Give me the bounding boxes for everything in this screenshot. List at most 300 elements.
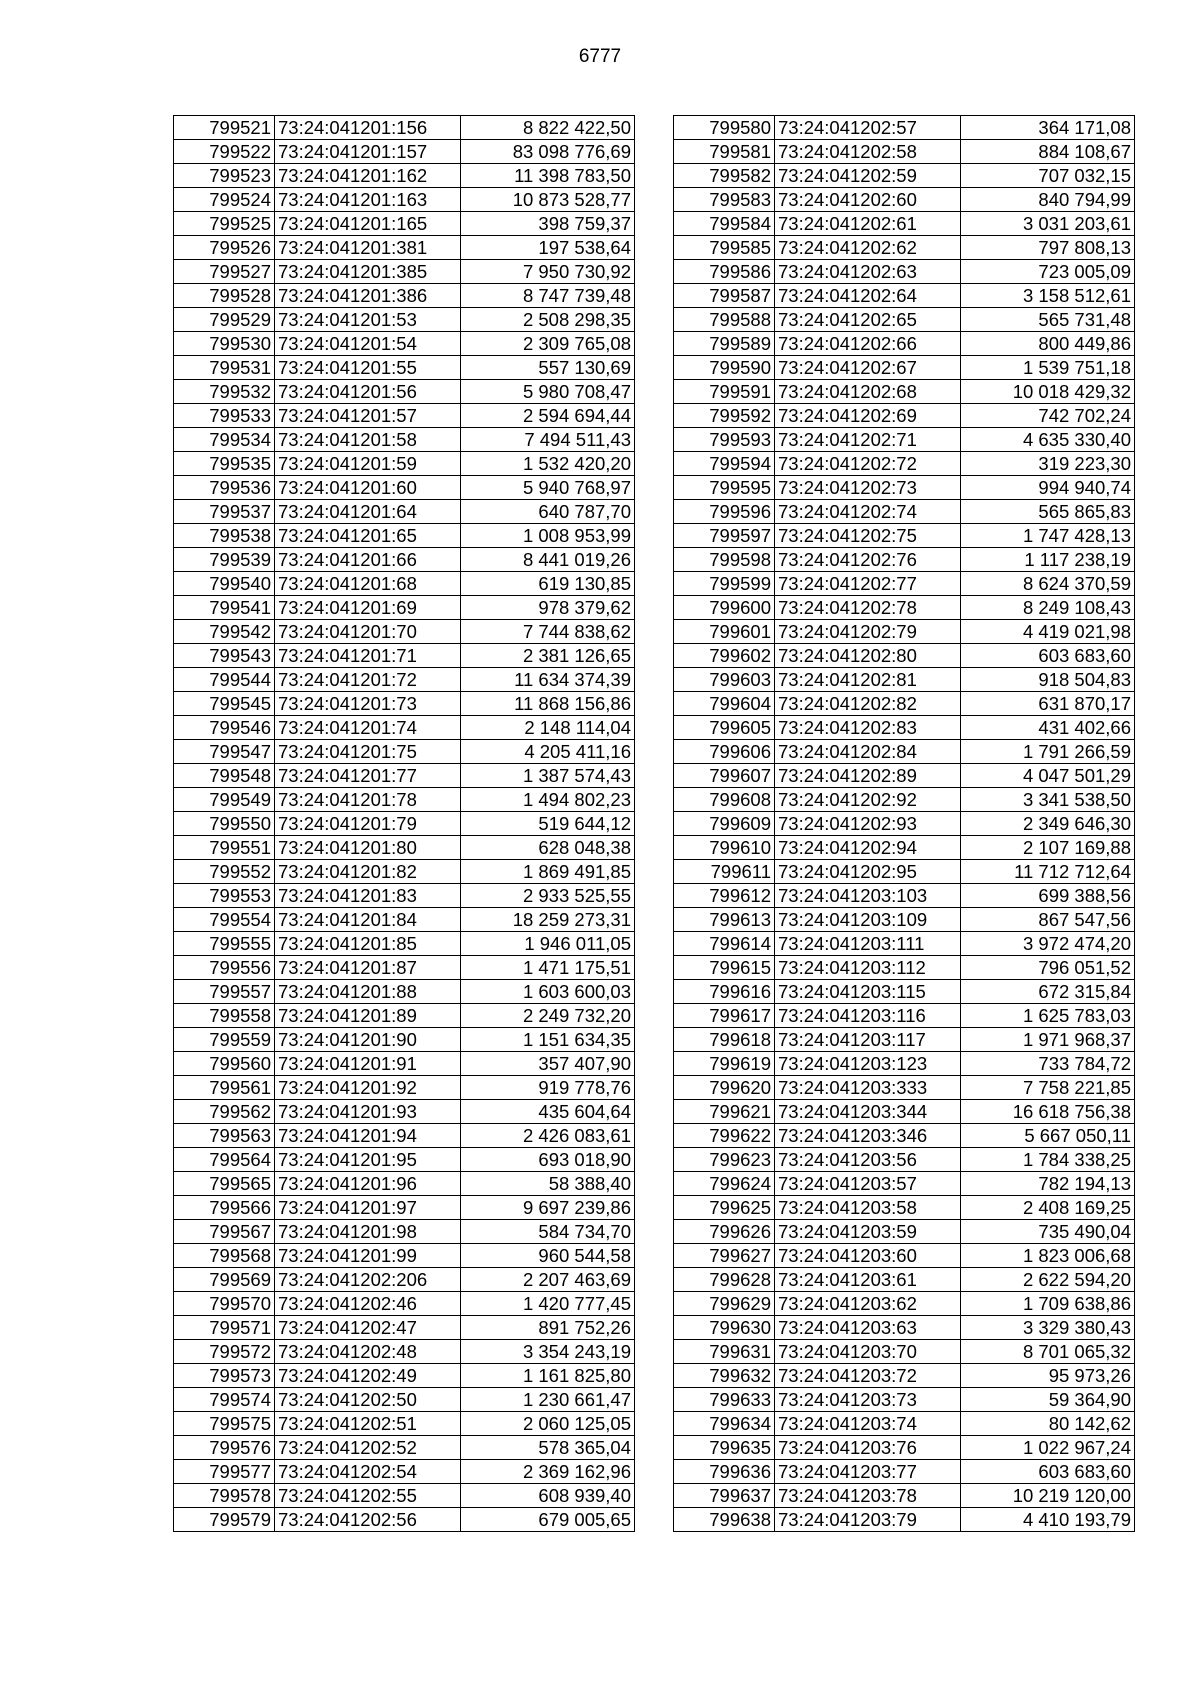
cadastral-number-cell: 73:24:041202:77 bbox=[775, 572, 961, 596]
row-number-cell: 799603 bbox=[674, 668, 775, 692]
value-cell: 11 712 712,64 bbox=[961, 860, 1135, 884]
row-number-cell: 799524 bbox=[174, 188, 275, 212]
row-number-cell: 799587 bbox=[674, 284, 775, 308]
table-row bbox=[674, 620, 1135, 644]
table-row bbox=[174, 1148, 635, 1172]
cadastral-number-cell: 73:24:041202:46 bbox=[275, 1292, 461, 1316]
value-cell: 435 604,64 bbox=[461, 1100, 635, 1124]
cadastral-number-cell: 73:24:041202:92 bbox=[775, 788, 961, 812]
table-row bbox=[674, 572, 1135, 596]
table-row bbox=[174, 1484, 635, 1508]
cadastral-number-cell: 73:24:041203:123 bbox=[775, 1052, 961, 1076]
table-row bbox=[674, 716, 1135, 740]
row-number-cell: 799623 bbox=[674, 1148, 775, 1172]
cadastral-number-cell: 73:24:041203:63 bbox=[775, 1316, 961, 1340]
value-cell: 58 388,40 bbox=[461, 1172, 635, 1196]
cadastral-number-cell: 73:24:041202:61 bbox=[775, 212, 961, 236]
table-row bbox=[674, 284, 1135, 308]
value-cell: 7 950 730,92 bbox=[461, 260, 635, 284]
table-row bbox=[174, 1052, 635, 1076]
value-cell: 723 005,09 bbox=[961, 260, 1135, 284]
table-row bbox=[674, 1028, 1135, 1052]
table-row bbox=[174, 1100, 635, 1124]
table-row bbox=[674, 524, 1135, 548]
value-cell: 960 544,58 bbox=[461, 1244, 635, 1268]
cadastral-number-cell: 73:24:041202:64 bbox=[775, 284, 961, 308]
table-row bbox=[674, 1388, 1135, 1412]
table-row bbox=[174, 1316, 635, 1340]
row-number-cell: 799569 bbox=[174, 1268, 275, 1292]
row-number-cell: 799593 bbox=[674, 428, 775, 452]
cadastral-number-cell: 73:24:041201:98 bbox=[275, 1220, 461, 1244]
value-cell: 628 048,38 bbox=[461, 836, 635, 860]
row-number-cell: 799536 bbox=[174, 476, 275, 500]
cadastral-number-cell: 73:24:041203:57 bbox=[775, 1172, 961, 1196]
value-cell: 1 709 638,86 bbox=[961, 1292, 1135, 1316]
value-cell: 707 032,15 bbox=[961, 164, 1135, 188]
row-number-cell: 799604 bbox=[674, 692, 775, 716]
value-cell: 364 171,08 bbox=[961, 116, 1135, 140]
table-row bbox=[674, 1148, 1135, 1172]
row-number-cell: 799560 bbox=[174, 1052, 275, 1076]
row-number-cell: 799535 bbox=[174, 452, 275, 476]
value-cell: 1 603 600,03 bbox=[461, 980, 635, 1004]
value-cell: 631 870,17 bbox=[961, 692, 1135, 716]
table-body bbox=[174, 116, 635, 1532]
row-number-cell: 799568 bbox=[174, 1244, 275, 1268]
cadastral-number-cell: 73:24:041201:162 bbox=[275, 164, 461, 188]
row-number-cell: 799538 bbox=[174, 524, 275, 548]
cadastral-number-cell: 73:24:041202:83 bbox=[775, 716, 961, 740]
table-row bbox=[174, 596, 635, 620]
row-number-cell: 799637 bbox=[674, 1484, 775, 1508]
value-cell: 7 494 511,43 bbox=[461, 428, 635, 452]
cadastral-number-cell: 73:24:041201:54 bbox=[275, 332, 461, 356]
value-cell: 5 940 768,97 bbox=[461, 476, 635, 500]
row-number-cell: 799622 bbox=[674, 1124, 775, 1148]
row-number-cell: 799572 bbox=[174, 1340, 275, 1364]
table-row bbox=[674, 332, 1135, 356]
value-cell: 1 747 428,13 bbox=[961, 524, 1135, 548]
value-cell: 16 618 756,38 bbox=[961, 1100, 1135, 1124]
row-number-cell: 799607 bbox=[674, 764, 775, 788]
table-row bbox=[174, 188, 635, 212]
cadastral-number-cell: 73:24:041201:92 bbox=[275, 1076, 461, 1100]
cadastral-number-cell: 73:24:041201:77 bbox=[275, 764, 461, 788]
value-cell: 742 702,24 bbox=[961, 404, 1135, 428]
value-cell: 80 142,62 bbox=[961, 1412, 1135, 1436]
table-row bbox=[174, 164, 635, 188]
value-cell: 978 379,62 bbox=[461, 596, 635, 620]
value-cell: 1 823 006,68 bbox=[961, 1244, 1135, 1268]
value-cell: 11 868 156,86 bbox=[461, 692, 635, 716]
table-row bbox=[674, 836, 1135, 860]
table-row bbox=[674, 1124, 1135, 1148]
value-cell: 398 759,37 bbox=[461, 212, 635, 236]
table-row bbox=[174, 1436, 635, 1460]
cadastral-number-cell: 73:24:041201:79 bbox=[275, 812, 461, 836]
value-cell: 1 387 574,43 bbox=[461, 764, 635, 788]
value-cell: 5 667 050,11 bbox=[961, 1124, 1135, 1148]
row-number-cell: 799570 bbox=[174, 1292, 275, 1316]
table-row bbox=[174, 860, 635, 884]
value-cell: 884 108,67 bbox=[961, 140, 1135, 164]
value-cell: 8 624 370,59 bbox=[961, 572, 1135, 596]
row-number-cell: 799636 bbox=[674, 1460, 775, 1484]
row-number-cell: 799596 bbox=[674, 500, 775, 524]
cadastral-number-cell: 73:24:041201:90 bbox=[275, 1028, 461, 1052]
value-cell: 7 744 838,62 bbox=[461, 620, 635, 644]
row-number-cell: 799565 bbox=[174, 1172, 275, 1196]
value-cell: 565 865,83 bbox=[961, 500, 1135, 524]
cadastral-number-cell: 73:24:041202:54 bbox=[275, 1460, 461, 1484]
table-row bbox=[674, 740, 1135, 764]
value-cell: 2 508 298,35 bbox=[461, 308, 635, 332]
cadastral-number-cell: 73:24:041202:55 bbox=[275, 1484, 461, 1508]
value-cell: 2 369 162,96 bbox=[461, 1460, 635, 1484]
cadastral-number-cell: 73:24:041201:78 bbox=[275, 788, 461, 812]
row-number-cell: 799580 bbox=[674, 116, 775, 140]
value-cell: 4 410 193,79 bbox=[961, 1508, 1135, 1532]
row-number-cell: 799592 bbox=[674, 404, 775, 428]
value-cell: 735 490,04 bbox=[961, 1220, 1135, 1244]
table-row bbox=[674, 668, 1135, 692]
cadastral-number-cell: 73:24:041201:57 bbox=[275, 404, 461, 428]
table-row bbox=[174, 836, 635, 860]
value-cell: 18 259 273,31 bbox=[461, 908, 635, 932]
table-row bbox=[174, 452, 635, 476]
value-cell: 11 634 374,39 bbox=[461, 668, 635, 692]
table-row bbox=[674, 1100, 1135, 1124]
table-row bbox=[674, 1484, 1135, 1508]
value-cell: 10 873 528,77 bbox=[461, 188, 635, 212]
table-row bbox=[174, 908, 635, 932]
table-row bbox=[174, 236, 635, 260]
row-number-cell: 799540 bbox=[174, 572, 275, 596]
table-row bbox=[674, 764, 1135, 788]
row-number-cell: 799624 bbox=[674, 1172, 775, 1196]
row-number-cell: 799576 bbox=[174, 1436, 275, 1460]
cadastral-number-cell: 73:24:041201:88 bbox=[275, 980, 461, 1004]
row-number-cell: 799599 bbox=[674, 572, 775, 596]
row-number-cell: 799571 bbox=[174, 1316, 275, 1340]
value-cell: 1 532 420,20 bbox=[461, 452, 635, 476]
table-row bbox=[674, 1076, 1135, 1100]
table-row bbox=[674, 644, 1135, 668]
value-cell: 4 419 021,98 bbox=[961, 620, 1135, 644]
cadastral-number-cell: 73:24:041203:346 bbox=[775, 1124, 961, 1148]
table-row bbox=[174, 884, 635, 908]
cadastral-number-cell: 73:24:041201:74 bbox=[275, 716, 461, 740]
cadastral-number-cell: 73:24:041203:56 bbox=[775, 1148, 961, 1172]
row-number-cell: 799634 bbox=[674, 1412, 775, 1436]
table-row bbox=[674, 1244, 1135, 1268]
value-cell: 584 734,70 bbox=[461, 1220, 635, 1244]
row-number-cell: 799609 bbox=[674, 812, 775, 836]
value-cell: 693 018,90 bbox=[461, 1148, 635, 1172]
row-number-cell: 799579 bbox=[174, 1508, 275, 1532]
row-number-cell: 799590 bbox=[674, 356, 775, 380]
value-cell: 1 539 751,18 bbox=[961, 356, 1135, 380]
cadastral-number-cell: 73:24:041201:156 bbox=[275, 116, 461, 140]
cadastral-number-cell: 73:24:041203:79 bbox=[775, 1508, 961, 1532]
cadastral-number-cell: 73:24:041202:75 bbox=[775, 524, 961, 548]
row-number-cell: 799584 bbox=[674, 212, 775, 236]
value-cell: 5 980 708,47 bbox=[461, 380, 635, 404]
table-row bbox=[174, 548, 635, 572]
row-number-cell: 799559 bbox=[174, 1028, 275, 1052]
cadastral-number-cell: 73:24:041201:68 bbox=[275, 572, 461, 596]
cadastral-number-cell: 73:24:041203:117 bbox=[775, 1028, 961, 1052]
cadastral-number-cell: 73:24:041203:109 bbox=[775, 908, 961, 932]
table-row bbox=[674, 1004, 1135, 1028]
row-number-cell: 799616 bbox=[674, 980, 775, 1004]
row-number-cell: 799527 bbox=[174, 260, 275, 284]
value-cell: 2 060 125,05 bbox=[461, 1412, 635, 1436]
value-cell: 95 973,26 bbox=[961, 1364, 1135, 1388]
cadastral-number-cell: 73:24:041202:74 bbox=[775, 500, 961, 524]
table-row bbox=[674, 476, 1135, 500]
cadastral-number-cell: 73:24:041202:68 bbox=[775, 380, 961, 404]
cadastral-number-cell: 73:24:041201:70 bbox=[275, 620, 461, 644]
cadastral-number-cell: 73:24:041202:93 bbox=[775, 812, 961, 836]
cadastral-number-cell: 73:24:041203:112 bbox=[775, 956, 961, 980]
page-number: 6777 bbox=[578, 46, 622, 67]
row-number-cell: 799589 bbox=[674, 332, 775, 356]
value-cell: 2 381 126,65 bbox=[461, 644, 635, 668]
row-number-cell: 799628 bbox=[674, 1268, 775, 1292]
row-number-cell: 799537 bbox=[174, 500, 275, 524]
value-cell: 1 791 266,59 bbox=[961, 740, 1135, 764]
cadastral-number-cell: 73:24:041201:157 bbox=[275, 140, 461, 164]
cadastral-number-cell: 73:24:041203:77 bbox=[775, 1460, 961, 1484]
row-number-cell: 799521 bbox=[174, 116, 275, 140]
cadastral-number-cell: 73:24:041203:70 bbox=[775, 1340, 961, 1364]
value-cell: 1 022 967,24 bbox=[961, 1436, 1135, 1460]
row-number-cell: 799610 bbox=[674, 836, 775, 860]
table-row bbox=[674, 428, 1135, 452]
cadastral-number-cell: 73:24:041202:79 bbox=[775, 620, 961, 644]
table-row bbox=[174, 500, 635, 524]
row-number-cell: 799528 bbox=[174, 284, 275, 308]
row-number-cell: 799551 bbox=[174, 836, 275, 860]
cadastral-number-cell: 73:24:041202:49 bbox=[275, 1364, 461, 1388]
value-cell: 2 426 083,61 bbox=[461, 1124, 635, 1148]
value-cell: 800 449,86 bbox=[961, 332, 1135, 356]
cadastral-number-cell: 73:24:041201:58 bbox=[275, 428, 461, 452]
cadastral-number-cell: 73:24:041202:48 bbox=[275, 1340, 461, 1364]
value-cell: 3 354 243,19 bbox=[461, 1340, 635, 1364]
row-number-cell: 799531 bbox=[174, 356, 275, 380]
value-cell: 1 869 491,85 bbox=[461, 860, 635, 884]
value-cell: 840 794,99 bbox=[961, 188, 1135, 212]
value-cell: 1 946 011,05 bbox=[461, 932, 635, 956]
table-row bbox=[674, 884, 1135, 908]
row-number-cell: 799613 bbox=[674, 908, 775, 932]
row-number-cell: 799638 bbox=[674, 1508, 775, 1532]
cadastral-number-cell: 73:24:041201:66 bbox=[275, 548, 461, 572]
table-row bbox=[174, 1412, 635, 1436]
cadastral-number-cell: 73:24:041202:59 bbox=[775, 164, 961, 188]
row-number-cell: 799583 bbox=[674, 188, 775, 212]
table-row bbox=[674, 260, 1135, 284]
table-row bbox=[174, 212, 635, 236]
value-cell: 4 635 330,40 bbox=[961, 428, 1135, 452]
table-row bbox=[674, 956, 1135, 980]
table-row bbox=[674, 116, 1135, 140]
cadastral-number-cell: 73:24:041202:66 bbox=[775, 332, 961, 356]
cadastral-number-cell: 73:24:041202:73 bbox=[775, 476, 961, 500]
row-number-cell: 799612 bbox=[674, 884, 775, 908]
row-number-cell: 799555 bbox=[174, 932, 275, 956]
value-cell: 319 223,30 bbox=[961, 452, 1135, 476]
cadastral-number-cell: 73:24:041201:163 bbox=[275, 188, 461, 212]
row-number-cell: 799631 bbox=[674, 1340, 775, 1364]
value-cell: 11 398 783,50 bbox=[461, 164, 635, 188]
table-row bbox=[674, 1172, 1135, 1196]
value-cell: 8 747 739,48 bbox=[461, 284, 635, 308]
value-cell: 1 471 175,51 bbox=[461, 956, 635, 980]
value-cell: 8 822 422,50 bbox=[461, 116, 635, 140]
cadastral-number-cell: 73:24:041202:89 bbox=[775, 764, 961, 788]
table-row bbox=[174, 572, 635, 596]
value-cell: 3 972 474,20 bbox=[961, 932, 1135, 956]
value-cell: 1 151 634,35 bbox=[461, 1028, 635, 1052]
row-number-cell: 799605 bbox=[674, 716, 775, 740]
value-cell: 4 205 411,16 bbox=[461, 740, 635, 764]
table-row bbox=[674, 596, 1135, 620]
table-row bbox=[674, 1316, 1135, 1340]
table-row bbox=[174, 644, 635, 668]
cadastral-number-cell: 73:24:041201:59 bbox=[275, 452, 461, 476]
cadastral-number-cell: 73:24:041203:76 bbox=[775, 1436, 961, 1460]
value-cell: 1 117 238,19 bbox=[961, 548, 1135, 572]
value-cell: 2 207 463,69 bbox=[461, 1268, 635, 1292]
value-cell: 578 365,04 bbox=[461, 1436, 635, 1460]
table-row bbox=[174, 620, 635, 644]
cadastral-number-cell: 73:24:041201:82 bbox=[275, 860, 461, 884]
row-number-cell: 799629 bbox=[674, 1292, 775, 1316]
value-cell: 357 407,90 bbox=[461, 1052, 635, 1076]
table-row bbox=[674, 692, 1135, 716]
value-cell: 2 594 694,44 bbox=[461, 404, 635, 428]
row-number-cell: 799550 bbox=[174, 812, 275, 836]
value-cell: 2 349 646,30 bbox=[961, 812, 1135, 836]
table-row bbox=[174, 284, 635, 308]
row-number-cell: 799557 bbox=[174, 980, 275, 1004]
registry-table-right bbox=[673, 115, 1135, 1532]
value-cell: 1 161 825,80 bbox=[461, 1364, 635, 1388]
row-number-cell: 799573 bbox=[174, 1364, 275, 1388]
row-number-cell: 799558 bbox=[174, 1004, 275, 1028]
row-number-cell: 799543 bbox=[174, 644, 275, 668]
cadastral-number-cell: 73:24:041202:62 bbox=[775, 236, 961, 260]
table-row bbox=[674, 1436, 1135, 1460]
cadastral-number-cell: 73:24:041201:73 bbox=[275, 692, 461, 716]
row-number-cell: 799633 bbox=[674, 1388, 775, 1412]
table-row bbox=[174, 1388, 635, 1412]
cadastral-number-cell: 73:24:041202:52 bbox=[275, 1436, 461, 1460]
cadastral-number-cell: 73:24:041202:81 bbox=[775, 668, 961, 692]
table-row bbox=[674, 1268, 1135, 1292]
cadastral-number-cell: 73:24:041201:99 bbox=[275, 1244, 461, 1268]
row-number-cell: 799526 bbox=[174, 236, 275, 260]
table-row bbox=[674, 236, 1135, 260]
cadastral-number-cell: 73:24:041201:94 bbox=[275, 1124, 461, 1148]
table-row bbox=[674, 812, 1135, 836]
cadastral-number-cell: 73:24:041201:64 bbox=[275, 500, 461, 524]
cadastral-number-cell: 73:24:041202:69 bbox=[775, 404, 961, 428]
row-number-cell: 799606 bbox=[674, 740, 775, 764]
row-number-cell: 799595 bbox=[674, 476, 775, 500]
table-row bbox=[674, 356, 1135, 380]
table-row bbox=[674, 188, 1135, 212]
value-cell: 10 219 120,00 bbox=[961, 1484, 1135, 1508]
row-number-cell: 799554 bbox=[174, 908, 275, 932]
table-row bbox=[674, 308, 1135, 332]
table-row bbox=[174, 260, 635, 284]
value-cell: 733 784,72 bbox=[961, 1052, 1135, 1076]
cadastral-number-cell: 73:24:041202:72 bbox=[775, 452, 961, 476]
value-cell: 782 194,13 bbox=[961, 1172, 1135, 1196]
table-row bbox=[174, 380, 635, 404]
table-body bbox=[674, 116, 1135, 1532]
cadastral-number-cell: 73:24:041202:84 bbox=[775, 740, 961, 764]
cadastral-number-cell: 73:24:041201:386 bbox=[275, 284, 461, 308]
table-row bbox=[174, 1196, 635, 1220]
cadastral-number-cell: 73:24:041202:57 bbox=[775, 116, 961, 140]
row-number-cell: 799556 bbox=[174, 956, 275, 980]
cadastral-number-cell: 73:24:041203:115 bbox=[775, 980, 961, 1004]
row-number-cell: 799553 bbox=[174, 884, 275, 908]
row-number-cell: 799608 bbox=[674, 788, 775, 812]
row-number-cell: 799626 bbox=[674, 1220, 775, 1244]
value-cell: 4 047 501,29 bbox=[961, 764, 1135, 788]
table-row bbox=[674, 1412, 1135, 1436]
cadastral-number-cell: 73:24:041201:56 bbox=[275, 380, 461, 404]
value-cell: 2 309 765,08 bbox=[461, 332, 635, 356]
table-row bbox=[174, 1124, 635, 1148]
cadastral-number-cell: 73:24:041203:103 bbox=[775, 884, 961, 908]
row-number-cell: 799591 bbox=[674, 380, 775, 404]
cadastral-number-cell: 73:24:041201:71 bbox=[275, 644, 461, 668]
value-cell: 8 701 065,32 bbox=[961, 1340, 1135, 1364]
cadastral-number-cell: 73:24:041201:65 bbox=[275, 524, 461, 548]
value-cell: 699 388,56 bbox=[961, 884, 1135, 908]
cadastral-number-cell: 73:24:041202:95 bbox=[775, 860, 961, 884]
value-cell: 603 683,60 bbox=[961, 644, 1135, 668]
row-number-cell: 799530 bbox=[174, 332, 275, 356]
cadastral-number-cell: 73:24:041202:71 bbox=[775, 428, 961, 452]
value-cell: 431 402,66 bbox=[961, 716, 1135, 740]
cadastral-number-cell: 73:24:041203:111 bbox=[775, 932, 961, 956]
row-number-cell: 799588 bbox=[674, 308, 775, 332]
row-number-cell: 799552 bbox=[174, 860, 275, 884]
table-row bbox=[174, 956, 635, 980]
table-row bbox=[174, 692, 635, 716]
row-number-cell: 799574 bbox=[174, 1388, 275, 1412]
cadastral-number-cell: 73:24:041202:56 bbox=[275, 1508, 461, 1532]
value-cell: 918 504,83 bbox=[961, 668, 1135, 692]
table-row bbox=[674, 404, 1135, 428]
table-row bbox=[174, 1292, 635, 1316]
value-cell: 640 787,70 bbox=[461, 500, 635, 524]
cadastral-number-cell: 73:24:041202:94 bbox=[775, 836, 961, 860]
table-row bbox=[674, 788, 1135, 812]
cadastral-number-cell: 73:24:041201:60 bbox=[275, 476, 461, 500]
row-number-cell: 799597 bbox=[674, 524, 775, 548]
cadastral-number-cell: 73:24:041201:80 bbox=[275, 836, 461, 860]
